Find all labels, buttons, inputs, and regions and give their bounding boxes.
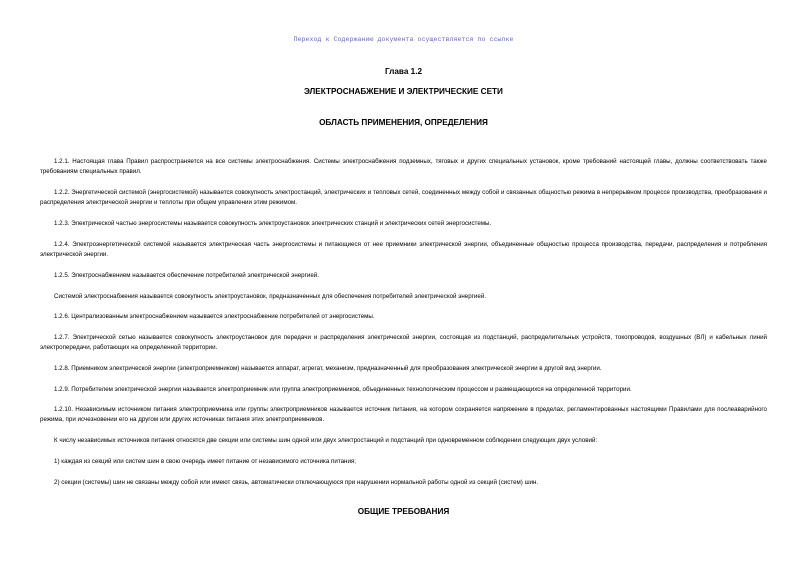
paragraph-1-2-2: 1.2.2. Энергетической системой (энергосистемой) называется совокупность электростанций, электрических и тепловых сетей, соединенных между собой и связанных общностью режима в непрерывном процессе производства, преобразования и распределения электрической энергии и теплоты при общем управлении этим режимом. (40, 189, 767, 206)
paragraph-1-2-3: 1.2.3. Электрической частью энергосистемы называется совокупность электроустановок электрических станций и электрических сетей энергосистемы. (54, 220, 492, 227)
paragraph-1-2-4: 1.2.4. Электроэнергетической системой называется электрическая часть энергосистемы и питающиеся от нее приемники электрической энергии, объединенные общностью процесса производства, передачи, распределения и потребления электрической энергии. (40, 241, 767, 258)
section-heading: ОБЛАСТЬ ПРИМЕНЕНИЯ, ОПРЕДЕЛЕНИЯ (319, 118, 488, 127)
paragraph-1-2-5: 1.2.5. Электроснабжением называется обеспечение потребителей электрической энергией. (54, 272, 319, 279)
paragraph-1-2-6: 1.2.6. Централизованным электроснабжением называется электроснабжение потребителей от энергосистемы. (54, 313, 375, 320)
paragraph-power-supply-system: Системой электроснабжения называется совокупность электроустановок, предназначенных для обеспечения потребителей электрической энергией. (54, 293, 486, 300)
paragraph-1-2-1: 1.2.1. Настоящая глава Правил распространяется на все системы электроснабжения. Системы электроснабжения подземных, тяговых и других специальных установок, кроме требований настоящей главы, должны соответствовать также требованиям специальных правил. (40, 158, 767, 175)
paragraph-independent-sources: К числу независимых источников питания относятся две секции или системы шин одной или двух электростанций и подстанций при одновременном соблюдении следующих двух условий: (54, 437, 598, 444)
paragraph-1-2-8: 1.2.8. Приемником электрической энергии (электроприемником) называется аппарат, агрегат, механизм, предназначенный для преобразования электрической энергии в другой вид энергии. (54, 365, 602, 372)
paragraph-1-2-9: 1.2.9. Потребителем электрической энергии называется электроприемник или группа электроприемников, объединенных технологическим процессом и размещающихся на определенной территории. (54, 386, 632, 393)
document-title: ЭЛЕКТРОСНАБЖЕНИЕ И ЭЛЕКТРИЧЕСКИЕ СЕТИ (304, 87, 503, 96)
paragraph-1-2-7: 1.2.7. Электрической сетью называется совокупность электроустановок для передачи и распределения электрической энергии, состоящая из подстанций, распределительных устройств, токопроводов, воздушных (ВЛ) и кабельных линий электропередачи, работающих на определенной территории. (40, 334, 767, 351)
paragraph-condition-1: 1) каждая из секций или систем шин в свою очередь имеет питание от независимого источника питания; (54, 458, 356, 465)
chapter-heading: Глава 1.2 (384, 67, 423, 76)
paragraph-condition-2: 2) секции (системы) шин не связаны между собой или имеют связь, автоматически отключающуюся при нарушении нормальной работы одной из секций (систем) шин. (54, 479, 539, 486)
contents-link[interactable]: Переход к Содержанию документа осуществляется по ссылке (293, 36, 514, 43)
subsection-heading: ОБЩИЕ ТРЕБОВАНИЯ (357, 507, 450, 516)
paragraph-1-2-10: 1.2.10. Независимым источником питания электроприемника или группы электроприемников называется источник питания, на котором сохраняется напряжение в пределах, регламентированных настоящими Правилами для послеаварийного режима, при исчезновении его на другом или других источниках питания этих электроприемников. (40, 406, 767, 423)
